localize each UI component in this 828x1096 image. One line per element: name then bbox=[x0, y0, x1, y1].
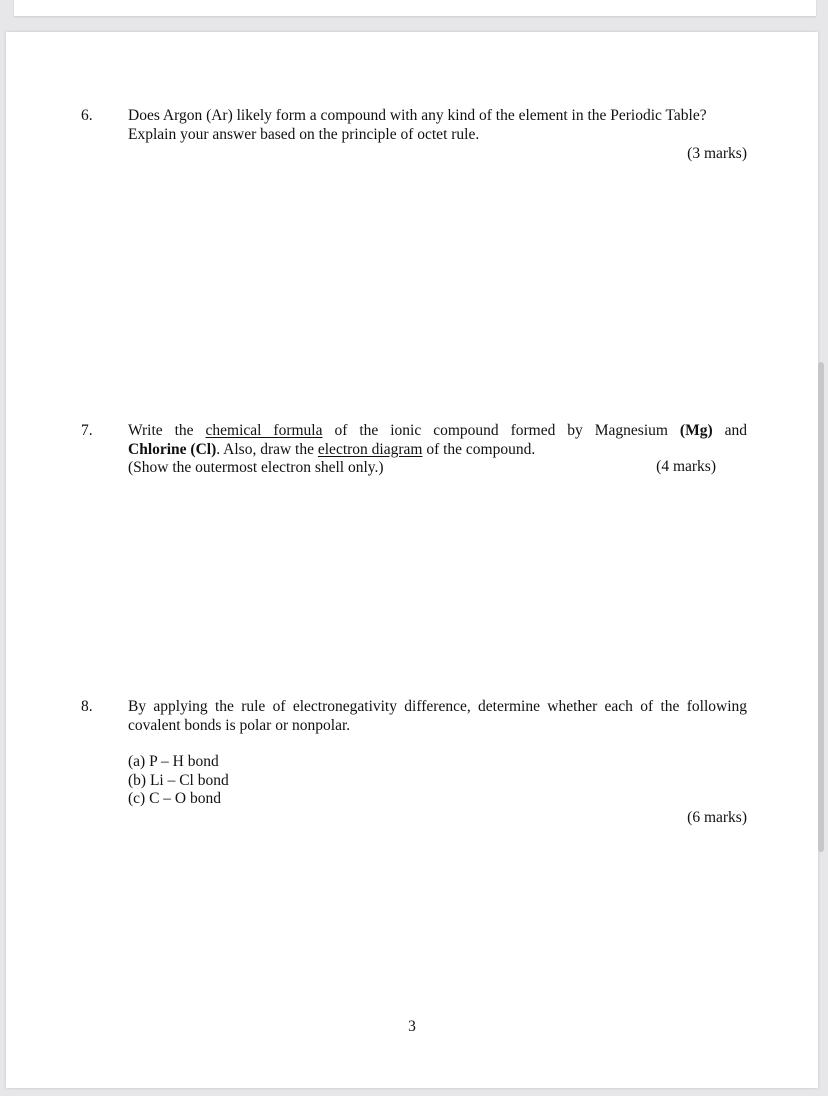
bond-list bbox=[128, 753, 747, 809]
marks-label: (6 marks) bbox=[687, 809, 747, 826]
question-number: 8. bbox=[81, 698, 93, 715]
question-text bbox=[128, 107, 747, 144]
question-number: 6. bbox=[81, 107, 93, 124]
list-item: (b) Li – Cl bond bbox=[128, 771, 229, 789]
text-run: Write the bbox=[128, 422, 206, 439]
question-text-line: Does Argon (Ar) likely form a compound with any kind of the element in the Periodic Table? bbox=[128, 107, 707, 124]
bold-term: Chlorine (Cl) bbox=[128, 440, 217, 458]
question-text bbox=[128, 422, 747, 478]
page-number: 3 bbox=[408, 1018, 416, 1035]
question-text bbox=[128, 698, 747, 809]
text-run: and bbox=[712, 422, 747, 439]
previous-page-edge bbox=[14, 0, 816, 16]
underlined-term: chemical formula bbox=[205, 422, 323, 439]
text-run: of the compound. bbox=[422, 440, 536, 458]
list-item: (a) P – H bond bbox=[128, 753, 219, 770]
marks-label: (3 marks) bbox=[687, 145, 747, 162]
marks-label: (4 marks) bbox=[656, 458, 716, 475]
question-number: 7. bbox=[81, 422, 93, 439]
list-item: (c) C – O bond bbox=[128, 790, 221, 807]
question-text-line: By applying the rule of electronegativity difference, determine whether each of the following covalent bonds is polar or nonpolar. bbox=[128, 698, 747, 734]
text-run: of the ionic compound formed by Magnesium bbox=[322, 422, 680, 439]
question-text-line bbox=[128, 422, 747, 441]
question-text-line bbox=[128, 441, 747, 460]
document-page bbox=[6, 32, 818, 1088]
vertical-scrollbar[interactable] bbox=[818, 362, 824, 852]
question-text-line: (Show the outermost electron shell only.) bbox=[128, 459, 384, 476]
bold-term: (Mg) bbox=[679, 422, 713, 439]
underlined-term: electron diagram bbox=[317, 440, 423, 458]
question-text-line: Explain your answer based on the principle of octet rule. bbox=[128, 125, 480, 143]
text-run: . Also, draw the bbox=[216, 440, 318, 458]
